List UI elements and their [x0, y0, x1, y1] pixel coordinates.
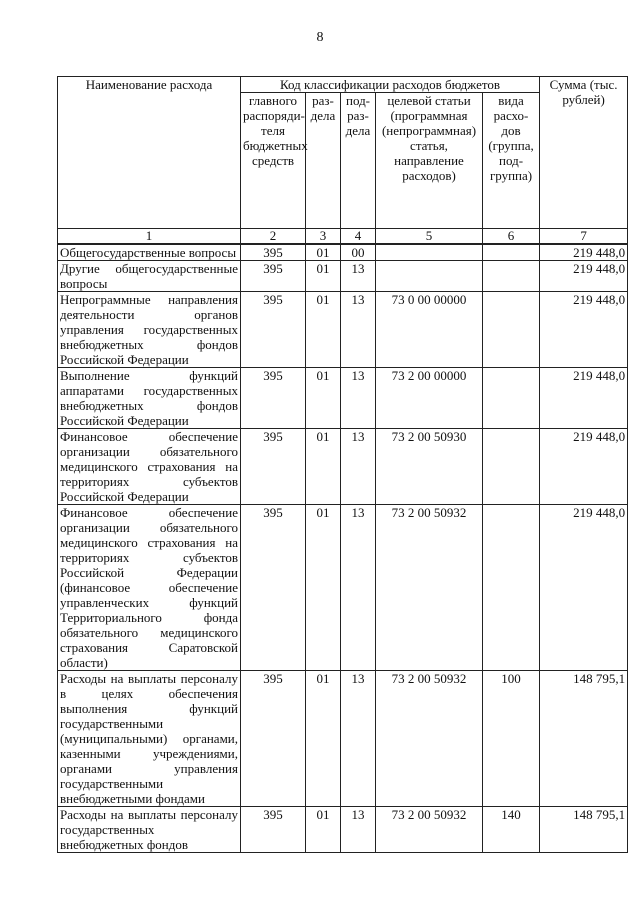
expense-name: Другие общегосударственные вопросы — [58, 261, 241, 292]
table-row — [58, 505, 628, 671]
col-number: 7 — [540, 229, 628, 245]
section-code: 01 — [306, 261, 341, 292]
col-number: 2 — [241, 229, 306, 245]
expense-name: Финансовое обеспечение организации обязательного медицинского страхования на территориях субъектов Российской Федерации — [58, 429, 241, 505]
col-number: 1 — [58, 229, 241, 245]
expense-type-code — [483, 244, 540, 261]
table-row — [58, 671, 628, 807]
expense-type-code: 100 — [483, 671, 540, 807]
target-code — [376, 261, 483, 292]
section-code: 01 — [306, 505, 341, 671]
col-number: 4 — [341, 229, 376, 245]
header-code-group: Код классификации расходов бюджетов — [241, 77, 540, 93]
expense-name: Финансовое обеспечение организации обязательного медицинского страхования на территориях субъектов Российской Федерации (финансовое обеспечение управленческих функций Территориального фонда обязательного медицинского страхования Саратовской области) — [58, 505, 241, 671]
subsection-code: 13 — [341, 671, 376, 807]
table-row — [58, 368, 628, 429]
header-main-manager: главного распоряди-теля бюджетных средств — [241, 93, 306, 229]
target-code: 73 2 00 50932 — [376, 505, 483, 671]
subsection-code: 13 — [341, 292, 376, 368]
main-manager-code: 395 — [241, 261, 306, 292]
section-code: 01 — [306, 368, 341, 429]
section-code: 01 — [306, 807, 341, 853]
header-expense-type: вида расхо-дов (группа, под-группа) — [483, 93, 540, 229]
expense-name: Непрограммные направления деятельности органов управления государственных внебюджетных фондов Российской Федерации — [58, 292, 241, 368]
table-row — [58, 807, 628, 853]
expense-type-code — [483, 292, 540, 368]
expense-name: Расходы на выплаты персоналу государственных внебюджетных фондов — [58, 807, 241, 853]
table-row — [58, 244, 628, 261]
table-row — [58, 292, 628, 368]
subsection-code: 13 — [341, 368, 376, 429]
header-target: целевой статьи (программная (непрограммная) статья, направление расходов) — [376, 93, 483, 229]
header-subsection: под-раз-дела — [341, 93, 376, 229]
header-name: Наименование расхода — [58, 77, 241, 229]
expense-type-code — [483, 429, 540, 505]
main-manager-code: 395 — [241, 429, 306, 505]
subsection-code: 00 — [341, 244, 376, 261]
subsection-code: 13 — [341, 261, 376, 292]
col-number: 5 — [376, 229, 483, 245]
target-code: 73 2 00 50932 — [376, 671, 483, 807]
header-section: раз-дела — [306, 93, 341, 229]
section-code: 01 — [306, 244, 341, 261]
expense-type-code: 140 — [483, 807, 540, 853]
subsection-code: 13 — [341, 429, 376, 505]
sum-value: 219 448,0 — [540, 261, 628, 292]
main-manager-code: 395 — [241, 671, 306, 807]
sum-value: 219 448,0 — [540, 505, 628, 671]
expense-name: Выполнение функций аппаратами государственных внебюджетных фондов Российской Федерации — [58, 368, 241, 429]
main-manager-code: 395 — [241, 807, 306, 853]
expense-type-code — [483, 368, 540, 429]
sum-value: 219 448,0 — [540, 368, 628, 429]
subsection-code: 13 — [341, 807, 376, 853]
col-number: 6 — [483, 229, 540, 245]
page-number: 8 — [316, 30, 324, 45]
section-code: 01 — [306, 292, 341, 368]
sum-value: 148 795,1 — [540, 671, 628, 807]
sum-value: 219 448,0 — [540, 244, 628, 261]
main-manager-code: 395 — [241, 368, 306, 429]
target-code: 73 2 00 50930 — [376, 429, 483, 505]
expense-name: Общегосударственные вопросы — [58, 244, 241, 261]
target-code: 73 2 00 50932 — [376, 807, 483, 853]
expense-type-code — [483, 505, 540, 671]
sum-value: 219 448,0 — [540, 429, 628, 505]
sum-value: 219 448,0 — [540, 292, 628, 368]
target-code: 73 0 00 00000 — [376, 292, 483, 368]
budget-expenses-table — [57, 76, 628, 853]
col-number: 3 — [306, 229, 341, 245]
main-manager-code: 395 — [241, 292, 306, 368]
header-sum: Сумма (тыс. рублей) — [540, 77, 628, 229]
section-code: 01 — [306, 429, 341, 505]
table-row — [58, 261, 628, 292]
section-code: 01 — [306, 671, 341, 807]
expense-name: Расходы на выплаты персоналу в целях обеспечения выполнения функций государственными (муниципальными) органами, казенными учреждениями, органами управления государственными внебюджетными фондами — [58, 671, 241, 807]
target-code — [376, 244, 483, 261]
target-code: 73 2 00 00000 — [376, 368, 483, 429]
sum-value: 148 795,1 — [540, 807, 628, 853]
expense-type-code — [483, 261, 540, 292]
table-row — [58, 429, 628, 505]
subsection-code: 13 — [341, 505, 376, 671]
main-manager-code: 395 — [241, 505, 306, 671]
main-manager-code: 395 — [241, 244, 306, 261]
